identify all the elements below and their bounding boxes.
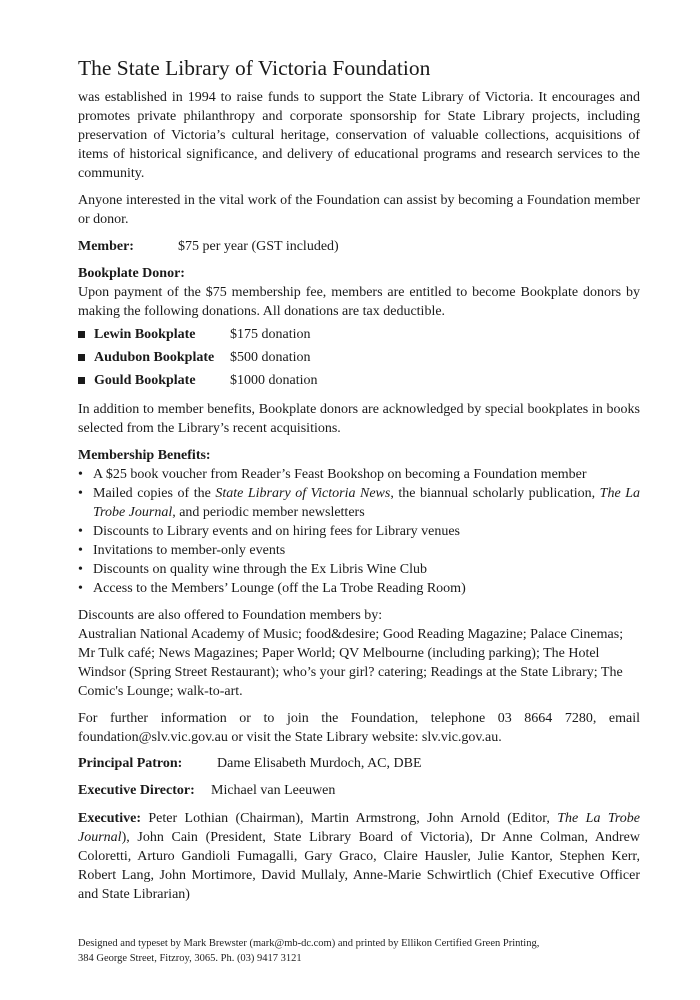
publication-title: The La Trobe Journal [93,485,640,520]
discounts-heading: Discounts are also offered to Foundation members by: [78,607,383,623]
director-value: Michael van Leeuwen [211,782,336,798]
director-row [78,780,640,801]
square-bullet-icon [78,377,85,384]
contact-paragraph: For further information or to join the Foundation, telephone 03 8664 7280, email foundation@slv.vic.gov.au or visit the State Library website: slv.vic.gov.au. [78,710,640,745]
page-title: The State Library of Victoria Foundation [78,56,431,80]
list-item [78,369,640,392]
list-item: • Discounts to Library events and on hiring fees for Library venues [78,523,461,539]
director-label: Executive Director: [78,782,195,798]
footer-line: 384 George Street, Fitzroy, 3065. Ph. (03) 9417 3121 [78,953,302,964]
page-content [78,56,640,904]
bullet-icon: • [78,523,83,539]
member-label: Member: [78,238,134,254]
bookplate-amount: $1000 donation [230,372,318,388]
patron-label: Principal Patron: [78,755,183,771]
bookplate-amount: $175 donation [230,326,311,342]
bookplate-list [78,323,640,392]
square-bullet-icon [78,331,85,338]
executive-paragraph: Executive: Peter Lothian (Chairman), Martin Armstrong, John Arnold (Editor, The La Trobe Journal), John Cain (President, State Library Board of Victoria), Dr Anne Colman, Andrew Coloretti, Arturo Gandioli Fumagalli, Gary Graco, Claire Hausler, Julie Kantor, Stephen Kerr, Robert Lang, John Mortimore, David Mullaly, Anne-Marie Schwirtlich (Chief Executive Officer and State Librarian) [78,810,640,902]
bullet-icon: • [78,580,83,596]
list-item: • Invitations to member-only events [78,542,286,558]
bookplate-name: Gould Bookplate [94,372,196,388]
invite-paragraph: Anyone interested in the vital work of the Foundation can assist by becoming a Foundation member or donor. [78,192,640,227]
list-item: • A $25 book voucher from Reader’s Feast Bookshop on becoming a Foundation member [78,466,587,482]
list-item [78,323,640,346]
patron-row [78,753,640,774]
footer-line: Designed and typeset by Mark Brewster (mark@mb-dc.com) and printed by Ellikon Certified Green Printing, [78,938,540,949]
bullet-icon: • [78,561,83,577]
intro-paragraph: was established in 1994 to raise funds to support the State Library of Victoria. It encourages and promotes private philanthropy and corporate sponsorship for State Library projects, including preservation of Victoria’s cultural heritage, conservation of valuable collections, acquisitions of items of historical significance, and delivery of educational programs and research services to the community. [78,89,640,181]
bookplate-name: Lewin Bookplate [94,326,196,342]
benefits-heading: Membership Benefits: [78,447,211,463]
executive-label: Executive: [78,810,141,826]
bookplate-heading: Bookplate Donor: [78,265,185,281]
patron-value: Dame Elisabeth Murdoch, AC, DBE [217,755,422,771]
list-item: • Access to the Members’ Lounge (off the La Trobe Reading Room) [78,580,466,596]
bookplate-amount: $500 donation [230,349,311,365]
publication-title: The La Trobe Journal [78,810,640,845]
footer-credits [78,936,638,966]
square-bullet-icon [78,354,85,361]
bookplate-text: Upon payment of the $75 membership fee, members are entitled to become Bookplate donors by making the following donations. All donations are tax deductible. [78,284,640,319]
list-item: • Discounts on quality wine through the Ex Libris Wine Club [78,561,427,577]
discounts-list: Australian National Academy of Music; food&desire; Good Reading Magazine; Palace Cinemas; Mr Tulk café; News Magazines; Paper World; QV Melbourne (including parking); The Hotel Windsor (Spring Street Restaurant); who’s your girl? catering; Readings at the State Library; The Comic's Lounge; walk-to-art. [78,626,624,699]
benefits-list [78,465,640,598]
bookplate-name: Audubon Bookplate [94,349,215,365]
list-item: • Mailed copies of the State Library of Victoria News, the biannual scholarly publication, The La Trobe Journal, and periodic member newsletters [78,485,640,520]
member-value: $75 per year (GST included) [178,238,339,254]
publication-title: State Library of Victoria News [215,485,391,501]
list-item [78,346,640,369]
bookplate-note: In addition to member benefits, Bookplate donors are acknowledged by special bookplates in books selected from the Library’s recent acquisitions. [78,401,640,436]
bullet-icon: • [78,485,83,501]
member-row [78,237,640,256]
bullet-icon: • [78,466,83,482]
bullet-icon: • [78,542,83,558]
